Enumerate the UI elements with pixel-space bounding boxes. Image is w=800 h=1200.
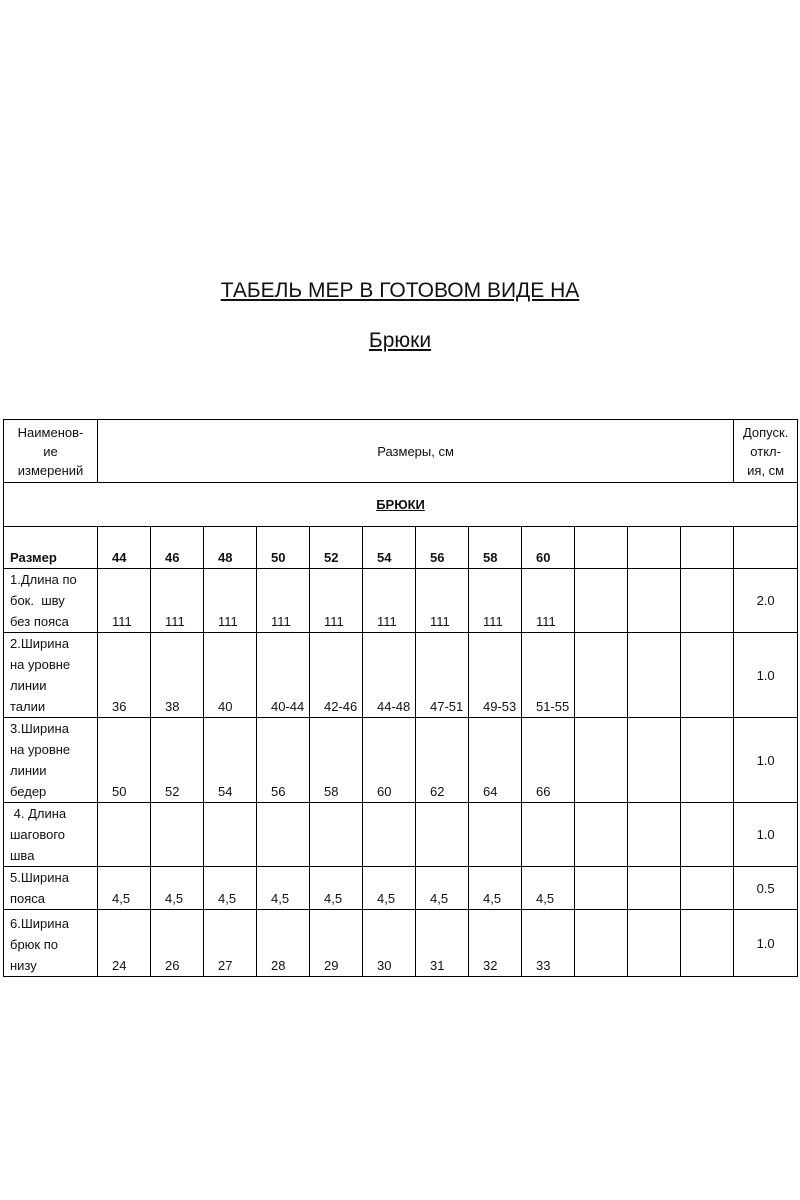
measurement-value: 40 (204, 633, 257, 718)
measurement-value: 111 (363, 569, 416, 633)
measurement-value (575, 569, 628, 633)
measurement-value: 111 (151, 569, 204, 633)
measurement-value: 4,5 (151, 867, 204, 910)
measurement-value: 58 (310, 718, 363, 803)
measurement-row (4, 910, 798, 977)
measurement-value: 51-55 (522, 633, 575, 718)
measurement-value: 111 (257, 569, 310, 633)
measurement-value (151, 803, 204, 867)
measurement-value: 111 (310, 569, 363, 633)
size-cell: 56 (416, 527, 469, 569)
measurement-value: 50 (98, 718, 151, 803)
size-label: Размер (4, 527, 98, 569)
measurement-value: 52 (151, 718, 204, 803)
header-name-line: Наименов- (17, 424, 84, 440)
header-tolerance-cell (734, 420, 798, 483)
measurement-value: 111 (416, 569, 469, 633)
measurement-name (4, 569, 98, 633)
measurement-value: 31 (416, 910, 469, 977)
measurement-value (628, 569, 681, 633)
measurement-value: 111 (98, 569, 151, 633)
measurement-value (575, 803, 628, 867)
measurement-value: 47-51 (416, 633, 469, 718)
measurement-row (4, 803, 798, 867)
measurement-value: 60 (363, 718, 416, 803)
measurement-value (522, 803, 575, 867)
measurement-value (628, 910, 681, 977)
measurement-value (681, 803, 734, 867)
measurement-value (257, 803, 310, 867)
measurement-name-line: на уровне (10, 657, 71, 672)
measurement-value: 29 (310, 910, 363, 977)
size-tolerance-cell (734, 527, 798, 569)
measurement-value: 4,5 (522, 867, 575, 910)
measurement-value: 4,5 (363, 867, 416, 910)
measurement-value: 4,5 (257, 867, 310, 910)
tolerance-value: 1.0 (734, 718, 798, 803)
measurement-value: 28 (257, 910, 310, 977)
measurement-value (575, 633, 628, 718)
measurement-value (681, 569, 734, 633)
measurement-value: 42-46 (310, 633, 363, 718)
header-name-line: ие (43, 443, 58, 459)
measurement-value: 4,5 (469, 867, 522, 910)
measurement-value: 111 (522, 569, 575, 633)
measurement-name-line: бедер (10, 784, 47, 799)
size-cell (628, 527, 681, 569)
measurement-value: 36 (98, 633, 151, 718)
measurement-value: 56 (257, 718, 310, 803)
measurement-value: 32 (469, 910, 522, 977)
measurement-value: 64 (469, 718, 522, 803)
measurement-value: 33 (522, 910, 575, 977)
header-name-line: измерений (17, 462, 84, 478)
measurement-value: 111 (204, 569, 257, 633)
measurement-value (310, 803, 363, 867)
size-cell (575, 527, 628, 569)
measurement-name-line: 1.Длина по (10, 572, 77, 587)
measurement-row (4, 633, 798, 718)
measurement-value: 30 (363, 910, 416, 977)
measurement-name (4, 803, 98, 867)
document-subtitle: Брюки (368, 329, 432, 352)
size-cell: 60 (522, 527, 575, 569)
measurement-value: 111 (469, 569, 522, 633)
size-cell: 44 (98, 527, 151, 569)
measurement-value: 4,5 (204, 867, 257, 910)
tolerance-value: 2.0 (734, 569, 798, 633)
measurement-value (575, 867, 628, 910)
measurement-name (4, 867, 98, 910)
measurement-value (681, 867, 734, 910)
tolerance-value: 1.0 (734, 803, 798, 867)
measurement-name-line: 3.Ширина (10, 721, 69, 736)
measurement-row (4, 569, 798, 633)
measurement-value: 24 (98, 910, 151, 977)
measurement-value (469, 803, 522, 867)
tolerance-value: 1.0 (734, 910, 798, 977)
header-tolerance-line: откл- (750, 443, 781, 459)
measurement-value: 49-53 (469, 633, 522, 718)
measurement-name-line: 2.Ширина (10, 636, 69, 651)
measurement-name (4, 910, 98, 977)
measurement-value (98, 803, 151, 867)
measurement-name (4, 633, 98, 718)
measurement-row (4, 867, 798, 910)
tolerance-value: 0.5 (734, 867, 798, 910)
measurement-name-line: талии (10, 699, 46, 714)
header-tolerance-line: Допуск. (742, 424, 789, 440)
measurement-table (3, 419, 798, 977)
measurement-name-line: бок. шву (10, 593, 65, 608)
measurement-value: 62 (416, 718, 469, 803)
measurement-value: 4,5 (98, 867, 151, 910)
measurement-value: 54 (204, 718, 257, 803)
measurement-value (628, 867, 681, 910)
measurement-value: 66 (522, 718, 575, 803)
measurement-name-line: 5.Ширина (10, 870, 69, 885)
header-tolerance-line: ия, см (747, 462, 785, 478)
measurement-value (628, 718, 681, 803)
measurement-value (204, 803, 257, 867)
header-sizes-cell: Размеры, см (98, 420, 734, 483)
measurement-value (681, 910, 734, 977)
measurement-name-line: 4. Длина (10, 806, 67, 821)
size-cell: 50 (257, 527, 310, 569)
size-cell (681, 527, 734, 569)
measurement-name-line: 6.Ширина (10, 916, 69, 931)
measurement-name-line: пояса (10, 891, 46, 906)
section-row (4, 483, 798, 527)
measurement-value (416, 803, 469, 867)
size-cell: 52 (310, 527, 363, 569)
size-cell: 46 (151, 527, 204, 569)
measurement-name-line: низу (10, 958, 37, 973)
measurement-value (628, 803, 681, 867)
measurement-value: 44-48 (363, 633, 416, 718)
measurement-value (628, 633, 681, 718)
measurement-name-line: брюк по (10, 937, 58, 952)
measurement-name-line: шагового (10, 827, 66, 842)
measurement-name (4, 718, 98, 803)
size-cell: 54 (363, 527, 416, 569)
measurement-value: 27 (204, 910, 257, 977)
measurement-value: 40-44 (257, 633, 310, 718)
section-label: БРЮКИ (4, 483, 798, 527)
header-row (4, 420, 798, 483)
measurement-value (681, 633, 734, 718)
size-row (4, 527, 798, 569)
measurement-value (681, 718, 734, 803)
header-name-cell (4, 420, 98, 483)
measurement-value (363, 803, 416, 867)
measurement-name-line: на уровне (10, 742, 71, 757)
measurement-value: 4,5 (416, 867, 469, 910)
measurement-value (575, 910, 628, 977)
measurement-name-line: линии (10, 763, 47, 778)
measurement-value: 26 (151, 910, 204, 977)
tolerance-value: 1.0 (734, 633, 798, 718)
measurement-value: 38 (151, 633, 204, 718)
measurement-value (575, 718, 628, 803)
measurement-name-line: линии (10, 678, 47, 693)
size-cell: 58 (469, 527, 522, 569)
measurement-row (4, 718, 798, 803)
document-title: ТАБЕЛЬ МЕР В ГОТОВОМ ВИДЕ НА (220, 279, 580, 302)
measurement-name-line: без пояса (10, 614, 69, 629)
measurement-name-line: шва (10, 848, 35, 863)
measurement-value: 4,5 (310, 867, 363, 910)
size-cell: 48 (204, 527, 257, 569)
